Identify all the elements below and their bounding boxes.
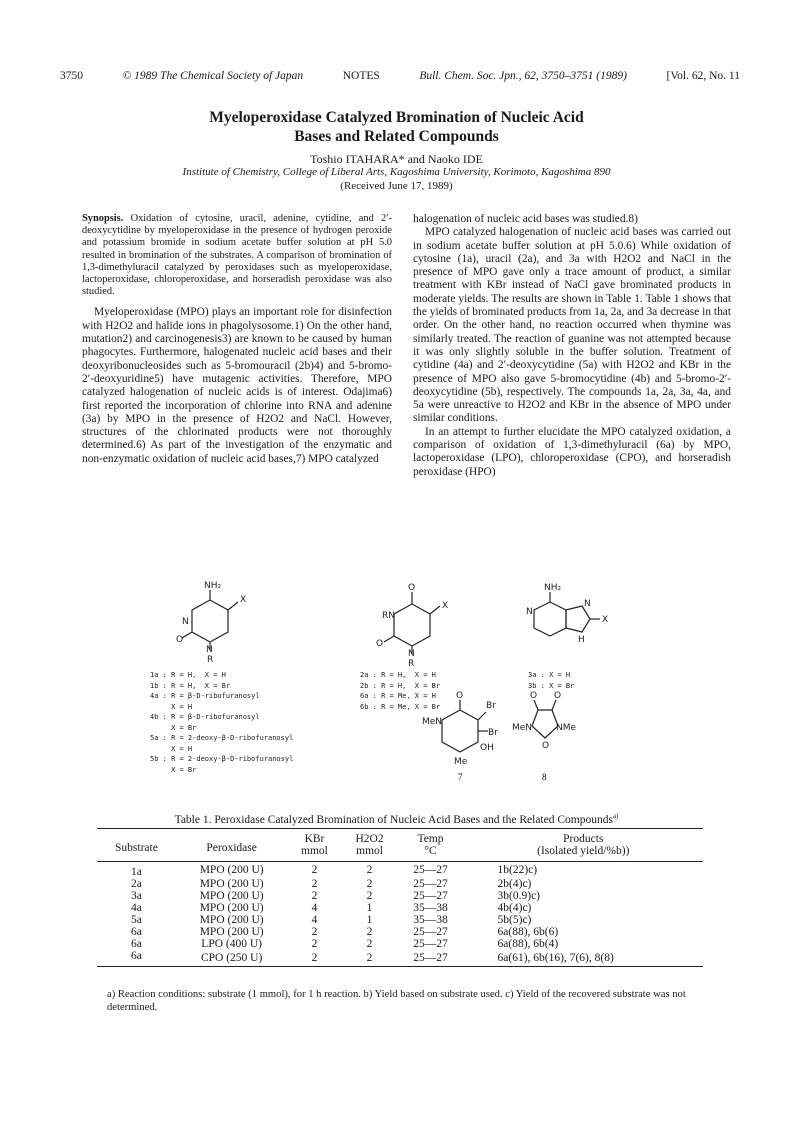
volume: [Vol. 62, No. 11 [666, 70, 740, 82]
results-table [97, 828, 703, 967]
svg-text:RN: RN [382, 611, 395, 621]
svg-text:NH₂: NH₂ [544, 583, 562, 593]
synopsis: Synopsis. Oxidation of cytosine, uracil, adenine, cytidine, and 2′-deoxycytidine by myeloperoxidase in the presence of hydrogen peroxide and potassium bromide in sodium acetate buffer solution at pH 5.0 resulted in bromination of the substrates. A comparison of bromination of 1,3-dimethyluracil catalyzed by peroxidases such as myeloperoxidase, lactoperoxidase, chloroperoxidase, and horseradish peroxidase was also studied. [82, 213, 392, 298]
svg-text:O: O [530, 691, 538, 701]
svg-text:NMe: NMe [556, 723, 577, 733]
compound-8-number: 8 [542, 772, 547, 782]
running-header [60, 70, 740, 82]
header-temp: Temp [417, 833, 444, 845]
section-notes: NOTES [342, 70, 380, 82]
table-row: 6a MPO (200 U) 2 2 25—27 6a(88), 6b(6) [131, 926, 559, 938]
pyrimidine-ring-1 [192, 600, 228, 642]
header-substrate: Substrate [97, 829, 176, 862]
authors: Toshio ITAHARA* and Naoko IDE [310, 152, 483, 166]
table-row: 6a CPO (250 U) 2 2 25—27 6a(61), 6b(16), 7(6), 8(8) [97, 950, 703, 967]
pyrimidine-ring-2 [394, 604, 430, 646]
journal-citation: Bull. Chem. Soc. Jpn., 62, 3750–3751 (1989) [419, 70, 627, 82]
body-paragraph: Myeloperoxidase (MPO) plays an important role for disinfection with H2O2 and halide ions in phagolysosome.1) On the other hand, mutation2) and carcinogenesis3) are known to be caused by human phagocytes. Furthermore, halogenated nucleic acid bases and their deoxyribonucleosides such as 5-bromouracil (2b)4) and 5-bromo-2′-deoxyuridine5) have mutagenic activities. Therefore, MPO catalyzed halogenation of nucleic acids is of interest. Odajima6) first reported the incorporation of chlorine into RNA and adenine (3a) by MPO in the presence of H2O2 and NaCl. However, structures of the chlorinated products were not thoroughly determined.6) As part of the investigation of the enzymatic and non-enzymatic oxidation of nucleic acid bases,7) MPO catalyzed [82, 306, 392, 465]
purine-ring-3 [534, 602, 566, 636]
svg-text:X: X [602, 615, 609, 625]
table-row: 5a MPO (200 U) 4 1 35—38 5b(5)c) [131, 914, 532, 926]
table-row: 1a MPO (200 U) 2 2 25—27 1b(22)c) [131, 864, 538, 878]
institution: Institute of Chemistry, College of Liberal Arts, Kagoshima University, Korimoto, Kagoshima 890 [182, 166, 611, 178]
header-h2o2: H2O2 [355, 833, 384, 845]
header-peroxidase: Peroxidase [176, 829, 288, 862]
svg-text:N: N [182, 617, 189, 627]
chemical-structures [150, 580, 710, 790]
svg-text:R: R [408, 659, 415, 669]
svg-text:O: O [542, 741, 550, 751]
header-kbr: KBr [304, 833, 325, 845]
svg-text:H: H [578, 635, 585, 645]
body-paragraph: MPO catalyzed halogenation of nucleic acid bases was carried out in sodium acetate buffer solution at pH 5.0.6) While oxidation of cytosine (1a), uracil (2a), and 3a with H2O2 and NaCl in the presence of MPO gave only a trace amount of product, a similar treatment with KBr instead of NaCl gave brominated products in moderate yields. The results are shown in Table 1. Table 1 shows that the yields of brominated products from 1a, 2a, and 3a decrease in that order. On the other hand, no reaction occurred when thymine was similarly treated. The reaction of guanine was not attempted because it was only slightly soluble in the buffer solution. Treatment of cytidine (4a) and 2′-deoxycytidine (5a) with H2O2 and KBr in the presence of MPO also gave 5-bromocytidine (4b) and 5-bromo-2′-deoxycytidine (5b), respectively. The compounds 1a, 2a, 3a, 4a, and 5a were unreactive to H2O2 and KBr in the absence of MPO under similar conditions. [413, 226, 731, 425]
svg-text:N: N [526, 607, 533, 617]
svg-text:MeN: MeN [512, 723, 533, 733]
svg-text:Br: Br [486, 701, 496, 711]
left-column [82, 213, 392, 466]
received-date: (Received June 17, 1989) [340, 180, 453, 192]
table-row: 4a MPO (200 U) 4 1 35—38 4b(4)c) [131, 902, 532, 914]
table-footnote: a) Reaction conditions: substrate (1 mmol), for 1 h reaction. b) Yield based on substrate used. c) Yield of the recovered substrate was not determined. [107, 989, 686, 1013]
header-products: Products [563, 833, 604, 845]
imidazole-ring-3 [566, 606, 590, 632]
table-row: 2a MPO (200 U) 2 2 25—27 2b(4)c) [131, 878, 532, 890]
unit-kbr: mmol [301, 845, 328, 857]
right-column [413, 213, 731, 479]
svg-text:O: O [554, 691, 562, 701]
compound-7-number: 7 [458, 772, 463, 782]
body-paragraph: In an attempt to further elucidate the MPO catalyzed oxidation, a comparison of oxidation of 1,3-dimethyluracil (6a) by MPO, lactoperoxidase (LPO), chloroperoxidase (CPO), and horseradish peroxidase (HPO) [413, 425, 731, 478]
svg-text:O: O [176, 635, 184, 645]
svg-text:NH₂: NH₂ [204, 581, 222, 591]
svg-text:OH: OH [480, 743, 494, 753]
svg-text:X: X [442, 601, 449, 611]
svg-text:O: O [376, 639, 384, 649]
svg-text:N: N [408, 649, 415, 659]
unit-products: (Isolated yield/%b)) [537, 845, 630, 857]
svg-text:N: N [584, 599, 591, 609]
article-title: Myeloperoxidase Catalyzed Bromination of Nucleic Acid Bases and Related Compounds [209, 109, 584, 145]
unit-h2o2: mmol [356, 845, 383, 857]
ring-7 [442, 710, 478, 752]
svg-text:R: R [207, 655, 214, 665]
svg-text:O: O [456, 691, 464, 701]
labels-compound-1: 1a : R = H, X = H 1b : R = H, X = Br 4a : R = β-D-ribofuranosyl X = H 4b : R = β-D-ribofuranosyl X = Br 5a : R = 2-deoxy-β-D-ribofuranosyl X = H 5b : R = 2-deoxy-β-D-ribofuranosyl X = Br [150, 671, 294, 774]
labels-compound-3: 3a : X = H 3b : X = Br [528, 671, 575, 690]
table-row: 3a MPO (200 U) 2 2 25—27 3b(0.9)c) [131, 890, 540, 902]
copyright: © 1989 The Chemical Society of Japan [122, 70, 304, 82]
svg-text:X: X [240, 595, 247, 605]
body-paragraph: halogenation of nucleic acid bases was studied.8) [413, 213, 638, 225]
svg-text:Br: Br [488, 728, 498, 738]
svg-text:Me: Me [454, 757, 468, 767]
ring-8 [532, 710, 558, 738]
table-caption: Table 1. Peroxidase Catalyzed Bromination of Nucleic Acid Bases and the Related Compounds$^{a)}$ [174, 812, 619, 826]
page-number: 3750 [60, 70, 83, 82]
table-row: 6a LPO (400 U) 2 2 25—27 6a(88), 6b(4) [131, 938, 559, 950]
unit-temp: °C [424, 845, 437, 857]
svg-text:O: O [408, 583, 416, 593]
svg-text:N: N [206, 645, 213, 655]
labels-compound-2: 2a : R = H, X = H 2b : R = H, X = Br 6a : R = Me, X = H 6b : R = Me, X = Br [360, 671, 441, 711]
svg-text:MeN: MeN [422, 717, 443, 727]
